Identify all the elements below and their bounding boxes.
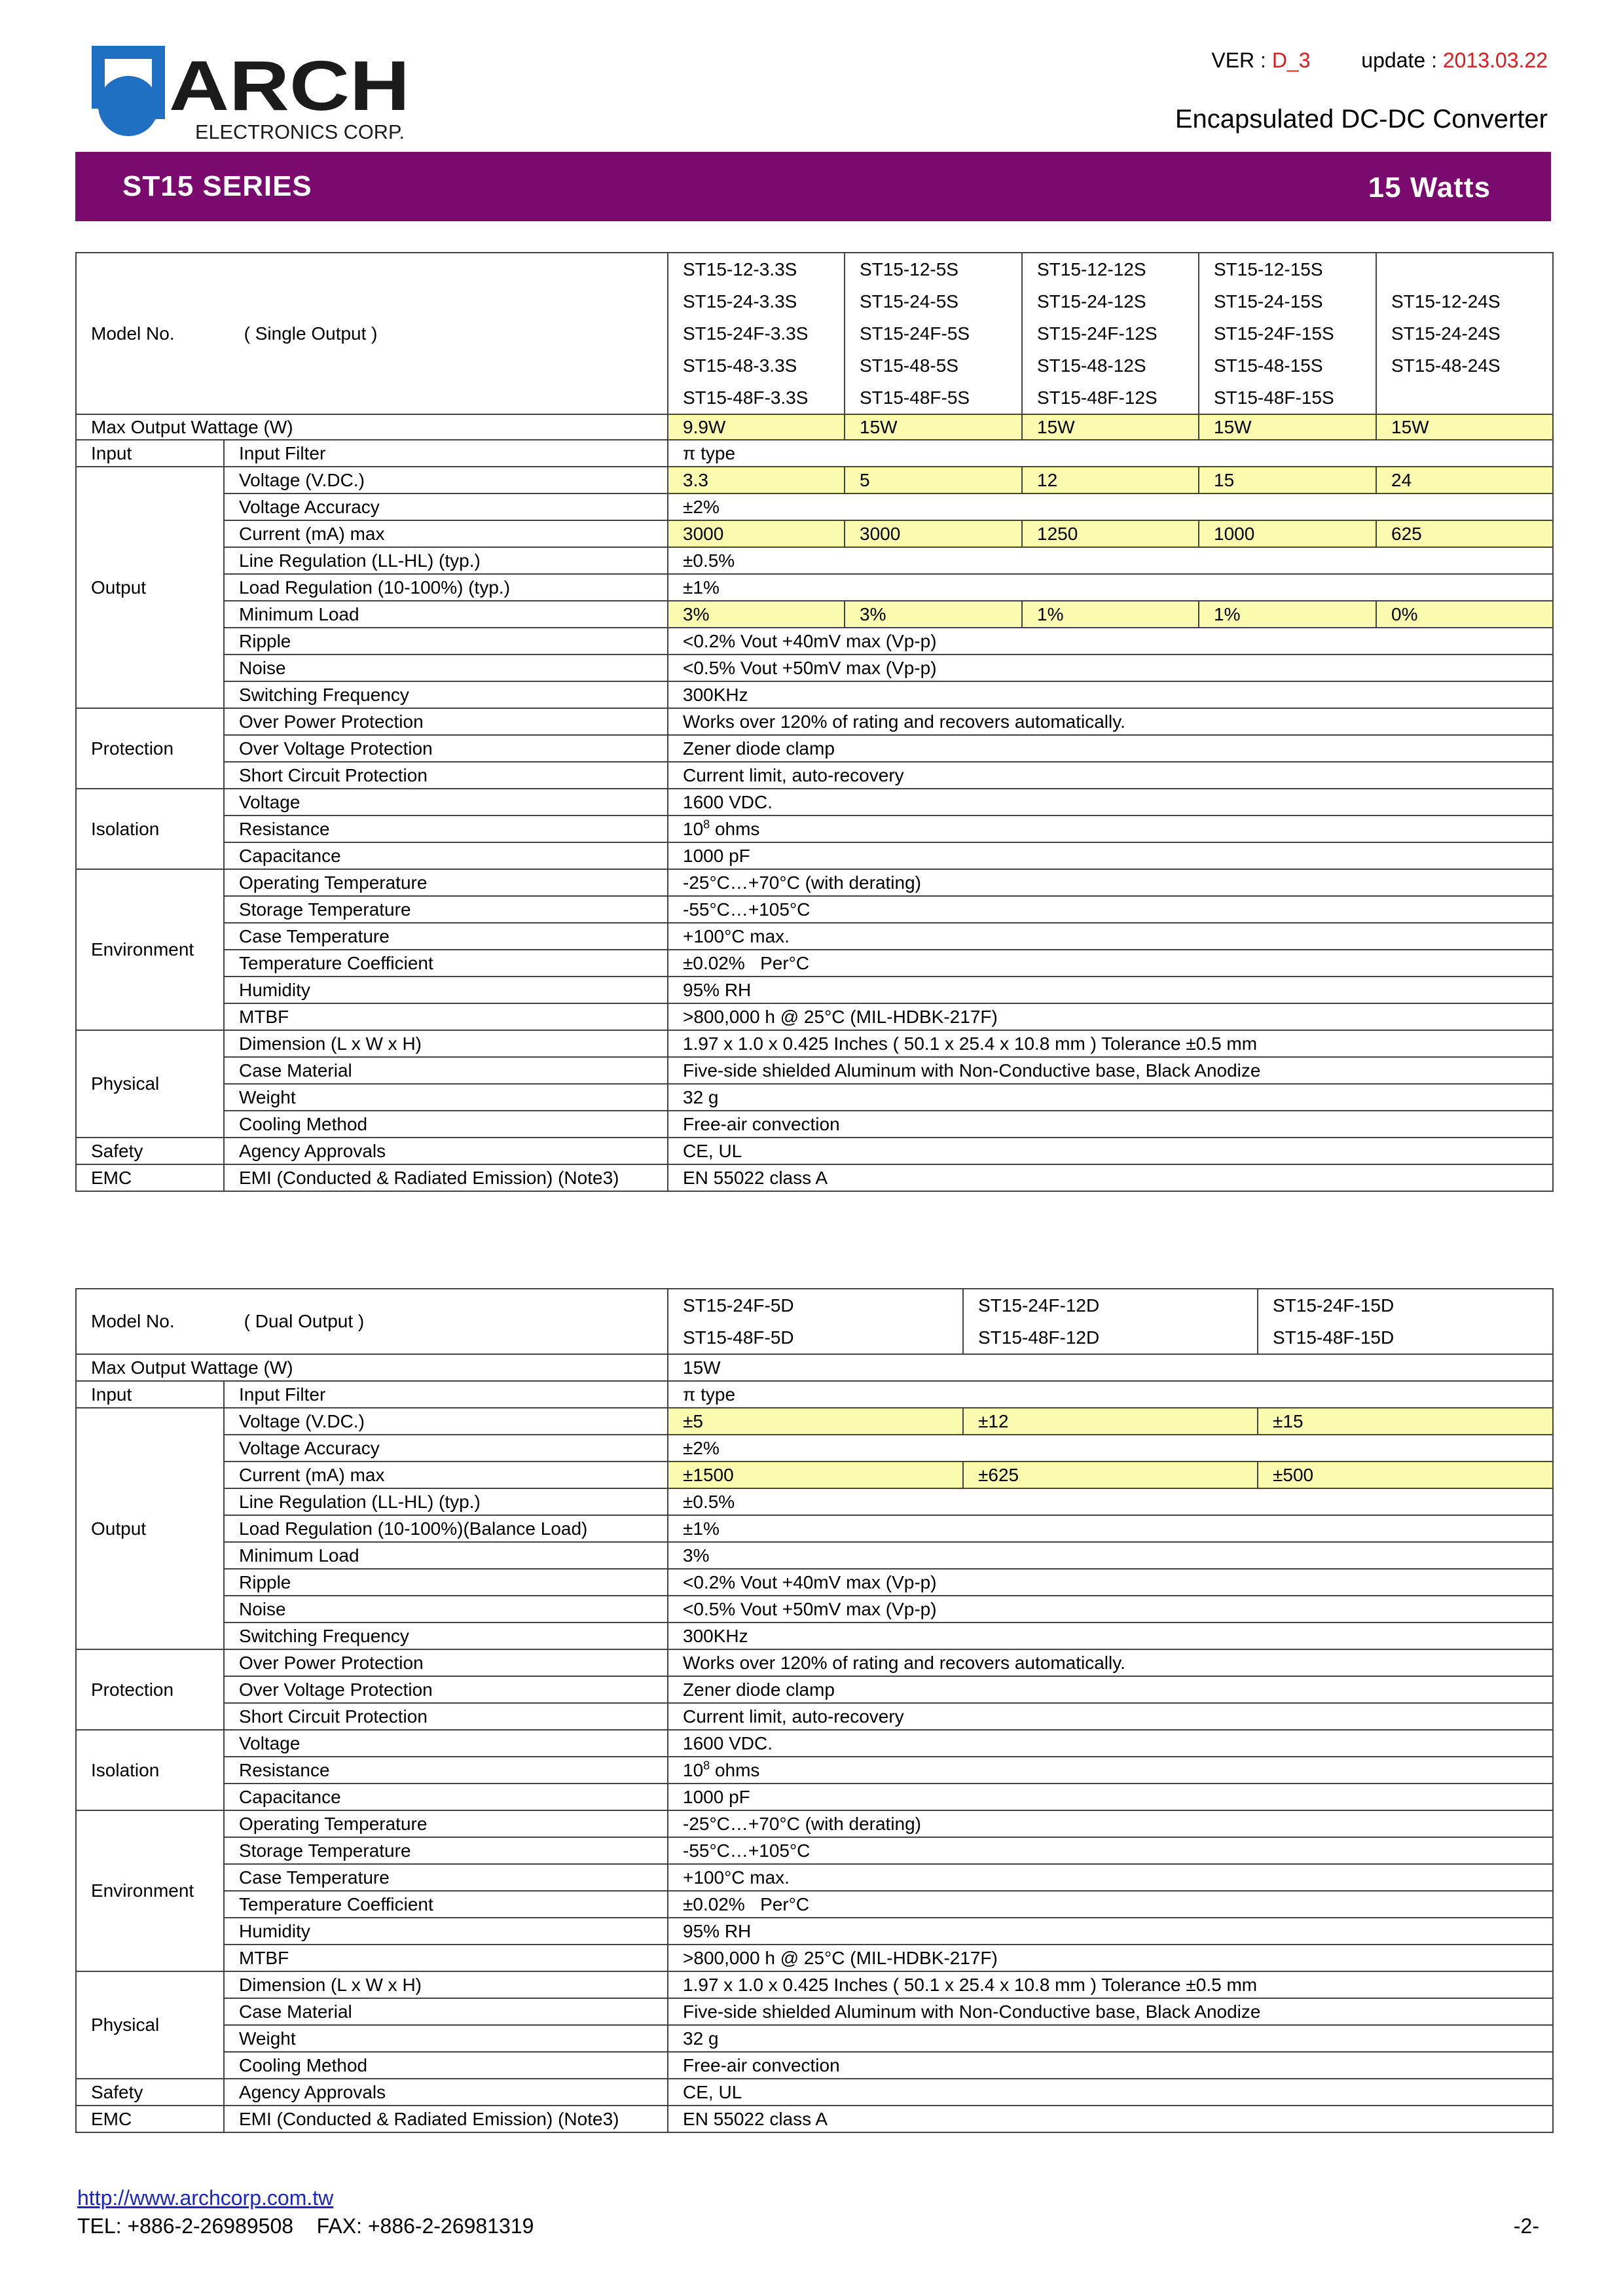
param-label: Minimum Load — [224, 1542, 668, 1569]
param-label: Switching Frequency — [224, 681, 668, 708]
value-cell: 5 — [845, 467, 1022, 493]
output-type: ( Single Output ) — [244, 323, 378, 344]
value-cell: 1250 — [1022, 520, 1199, 547]
value-cell: ±500 — [1258, 1462, 1553, 1488]
max-wattage-label: Max Output Wattage (W) — [76, 1354, 668, 1381]
param-label: Input Filter — [224, 440, 668, 467]
param-label: Voltage Accuracy — [224, 1435, 668, 1462]
param-label: Short Circuit Protection — [224, 762, 668, 789]
ver-value: D_3 — [1271, 48, 1311, 72]
value-cell: ±15 — [1258, 1408, 1553, 1435]
value-cell: 15W — [1022, 414, 1199, 440]
param-label: Humidity — [224, 977, 668, 1003]
param-label: Minimum Load — [224, 601, 668, 628]
value-cell: 3% — [668, 601, 845, 628]
param-label: MTBF — [224, 1003, 668, 1030]
value-cell: 15W — [845, 414, 1022, 440]
param-label: Dimension (L x W x H) — [224, 1971, 668, 1998]
group-label: Environment — [76, 869, 224, 1030]
model-list: ST15-12-24S ST15-24-24S ST15-48-24S — [1376, 253, 1553, 414]
param-label: Dimension (L x W x H) — [224, 1030, 668, 1057]
update-value: 2013.03.22 — [1442, 48, 1548, 72]
value-cell: 32 g — [668, 2025, 1553, 2052]
value-cell: $10^8$ ohms — [668, 1757, 1553, 1784]
param-label: Over Voltage Protection — [224, 735, 668, 762]
param-label: Agency Approvals — [224, 2079, 668, 2106]
value-cell: 300KHz — [668, 681, 1553, 708]
ver-label: VER : — [1211, 48, 1272, 72]
value-cell: Five-side shielded Aluminum with Non-Conductive base, Black Anodize — [668, 1057, 1553, 1084]
value-cell: ±1% — [668, 574, 1553, 601]
value-cell: Free-air convection — [668, 1111, 1553, 1138]
value-cell: 1000 pF — [668, 1784, 1553, 1810]
output-type: ( Dual Output ) — [244, 1311, 365, 1331]
model-list: ST15-24F-12D ST15-48F-12D — [963, 1289, 1258, 1354]
param-label: Voltage — [224, 1730, 668, 1757]
param-label: Weight — [224, 2025, 668, 2052]
value-cell: -25°C…+70°C (with derating) — [668, 869, 1553, 896]
value-cell: ±0.02% Per°C — [668, 950, 1553, 977]
value-cell: +100°C max. — [668, 923, 1553, 950]
param-label: Cooling Method — [224, 1111, 668, 1138]
param-label: Voltage (V.DC.) — [224, 1408, 668, 1435]
value-cell: ±0.5% — [668, 547, 1553, 574]
param-label: Ripple — [224, 1569, 668, 1596]
value-cell: CE, UL — [668, 2079, 1553, 2106]
param-label: Noise — [224, 655, 668, 681]
param-label: Over Power Protection — [224, 708, 668, 735]
param-label: Input Filter — [224, 1381, 668, 1408]
website-link[interactable]: http://www.archcorp.com.tw — [77, 2186, 334, 2210]
group-label: Input — [76, 440, 224, 467]
value-cell: ±1% — [668, 1515, 1553, 1542]
model-no-header: Model No. ( Single Output ) — [76, 253, 668, 414]
value-cell: >800,000 h @ 25°C (MIL-HDBK-217F) — [668, 1945, 1553, 1971]
group-label: EMC — [76, 2106, 224, 2132]
param-label: Over Power Protection — [224, 1649, 668, 1676]
value-cell: <0.2% Vout +40mV max (Vp-p) — [668, 1569, 1553, 1596]
group-label: Environment — [76, 1810, 224, 1971]
value-cell: 95% RH — [668, 977, 1553, 1003]
param-label: Capacitance — [224, 842, 668, 869]
group-label: Isolation — [76, 1730, 224, 1810]
param-label: Line Regulation (LL-HL) (typ.) — [224, 1488, 668, 1515]
value-cell: ±2% — [668, 493, 1553, 520]
param-label: Humidity — [224, 1918, 668, 1945]
param-label: Capacitance — [224, 1784, 668, 1810]
param-label: Case Material — [224, 1998, 668, 2025]
value-cell: 32 g — [668, 1084, 1553, 1111]
value-cell: 3.3 — [668, 467, 845, 493]
value-cell: ±2% — [668, 1435, 1553, 1462]
series-watts: 15 Watts — [1368, 171, 1491, 204]
value-cell: 15W — [1199, 414, 1376, 440]
value-cell: ±625 — [963, 1462, 1258, 1488]
group-label: EMC — [76, 1164, 224, 1191]
param-label: Switching Frequency — [224, 1623, 668, 1649]
group-label: Safety — [76, 1138, 224, 1164]
dual-output-spec-table — [75, 1288, 1554, 2133]
model-list: ST15-12-3.3S ST15-24-3.3S ST15-24F-3.3S ST15-48-3.3S ST15-48F-3.3S — [668, 253, 845, 414]
value-cell: ±12 — [963, 1408, 1258, 1435]
value-cell: Works over 120% of rating and recovers automatically. — [668, 708, 1553, 735]
param-label: Resistance — [224, 1757, 668, 1784]
logo-sub: ELECTRONICS CORP. — [195, 120, 405, 143]
value-cell: 3000 — [668, 520, 845, 547]
param-label: Load Regulation (10-100%)(Balance Load) — [224, 1515, 668, 1542]
group-label: Input — [76, 1381, 224, 1408]
value-cell: Five-side shielded Aluminum with Non-Conductive base, Black Anodize — [668, 1998, 1553, 2025]
param-label: Line Regulation (LL-HL) (typ.) — [224, 547, 668, 574]
param-label: Voltage — [224, 789, 668, 816]
model-list: ST15-24F-5D ST15-48F-5D — [668, 1289, 963, 1354]
value-cell: 24 — [1376, 467, 1553, 493]
value-cell: 1000 pF — [668, 842, 1553, 869]
value-cell: π type — [668, 440, 1553, 467]
param-label: Case Material — [224, 1057, 668, 1084]
value-cell: -25°C…+70°C (with derating) — [668, 1810, 1553, 1837]
group-label: Output — [76, 1408, 224, 1649]
value-cell: 1% — [1022, 601, 1199, 628]
value-cell: 1.97 x 1.0 x 0.425 Inches ( 50.1 x 25.4 x 10.8 mm ) Tolerance ±0.5 mm — [668, 1971, 1553, 1998]
param-label: Cooling Method — [224, 2052, 668, 2079]
group-label: Physical — [76, 1030, 224, 1138]
value-cell: $10^8$ ohms — [668, 816, 1553, 842]
value-cell: Free-air convection — [668, 2052, 1553, 2079]
value-cell: CE, UL — [668, 1138, 1553, 1164]
param-label: Temperature Coefficient — [224, 1891, 668, 1918]
value-cell: Current limit, auto-recovery — [668, 1703, 1553, 1730]
value-cell: 3000 — [845, 520, 1022, 547]
value-cell: 12 — [1022, 467, 1199, 493]
value-cell: Current limit, auto-recovery — [668, 762, 1553, 789]
value-cell: Zener diode clamp — [668, 1676, 1553, 1703]
param-label: MTBF — [224, 1945, 668, 1971]
value-cell: ±0.02% Per°C — [668, 1891, 1553, 1918]
value-cell: -55°C…+105°C — [668, 896, 1553, 923]
value-cell: 1600 VDC. — [668, 789, 1553, 816]
value-cell: ±5 — [668, 1408, 963, 1435]
value-cell: -55°C…+105°C — [668, 1837, 1553, 1864]
value-cell: Works over 120% of rating and recovers automatically. — [668, 1649, 1553, 1676]
param-label: Storage Temperature — [224, 1837, 668, 1864]
series-title: ST15 SERIES — [122, 170, 312, 202]
model-list: ST15-12-12S ST15-24-12S ST15-24F-12S ST15-48-12S ST15-48F-12S — [1022, 253, 1199, 414]
model-list: ST15-24F-15D ST15-48F-15D — [1258, 1289, 1553, 1354]
version-line — [1211, 48, 1548, 73]
value-cell: <0.2% Vout +40mV max (Vp-p) — [668, 628, 1553, 655]
arch-logo — [89, 41, 416, 145]
contact-line: TEL: +886-2-26989508 FAX: +886-2-26981319 — [77, 2214, 534, 2238]
value-cell: 3% — [668, 1542, 1553, 1569]
value-cell: 15 — [1199, 467, 1376, 493]
value-cell: 15W — [1376, 414, 1553, 440]
page-number: -2- — [1513, 2214, 1539, 2238]
param-label: Current (mA) max — [224, 520, 668, 547]
param-label: EMI (Conducted & Radiated Emission) (Note3) — [224, 1164, 668, 1191]
group-label: Isolation — [76, 789, 224, 869]
value-cell: <0.5% Vout +50mV max (Vp-p) — [668, 1596, 1553, 1623]
param-label: Agency Approvals — [224, 1138, 668, 1164]
value-cell: π type — [668, 1381, 1553, 1408]
doc-subtitle: Encapsulated DC-DC Converter — [1175, 105, 1548, 134]
param-label: Short Circuit Protection — [224, 1703, 668, 1730]
value-cell: 95% RH — [668, 1918, 1553, 1945]
group-label: Protection — [76, 1649, 224, 1730]
param-label: Voltage (V.DC.) — [224, 467, 668, 493]
param-label: Over Voltage Protection — [224, 1676, 668, 1703]
value-cell: 1600 VDC. — [668, 1730, 1553, 1757]
value-cell: 1000 — [1199, 520, 1376, 547]
param-label: Noise — [224, 1596, 668, 1623]
param-label: Case Temperature — [224, 1864, 668, 1891]
group-label: Output — [76, 467, 224, 708]
value-cell: 625 — [1376, 520, 1553, 547]
param-label: Case Temperature — [224, 923, 668, 950]
value-cell: 300KHz — [668, 1623, 1553, 1649]
value-cell: 0% — [1376, 601, 1553, 628]
value-cell: 9.9W — [668, 414, 845, 440]
value-cell: EN 55022 class A — [668, 1164, 1553, 1191]
group-label: Protection — [76, 708, 224, 789]
value-cell: Zener diode clamp — [668, 735, 1553, 762]
group-label: Safety — [76, 2079, 224, 2106]
param-label: Weight — [224, 1084, 668, 1111]
value-cell: 15W — [668, 1354, 1553, 1381]
param-label: Operating Temperature — [224, 1810, 668, 1837]
param-label: Load Regulation (10-100%) (typ.) — [224, 574, 668, 601]
value-cell: >800,000 h @ 25°C (MIL-HDBK-217F) — [668, 1003, 1553, 1030]
value-cell: +100°C max. — [668, 1864, 1553, 1891]
value-cell: ±1500 — [668, 1462, 963, 1488]
param-label: Voltage Accuracy — [224, 493, 668, 520]
value-cell: EN 55022 class A — [668, 2106, 1553, 2132]
value-cell: ±0.5% — [668, 1488, 1553, 1515]
param-label: Operating Temperature — [224, 869, 668, 896]
model-no-header: Model No. ( Dual Output ) — [76, 1289, 668, 1354]
update-label: update : — [1361, 48, 1443, 72]
param-label: Ripple — [224, 628, 668, 655]
model-list: ST15-12-15S ST15-24-15S ST15-24F-15S ST15-48-15S ST15-48F-15S — [1199, 253, 1376, 414]
max-wattage-label: Max Output Wattage (W) — [76, 414, 668, 440]
param-label: EMI (Conducted & Radiated Emission) (Note3) — [224, 2106, 668, 2132]
value-cell: 1.97 x 1.0 x 0.425 Inches ( 50.1 x 25.4 x 10.8 mm ) Tolerance ±0.5 mm — [668, 1030, 1553, 1057]
value-cell: <0.5% Vout +50mV max (Vp-p) — [668, 655, 1553, 681]
value-cell: 3% — [845, 601, 1022, 628]
param-label: Temperature Coefficient — [224, 950, 668, 977]
logo-name: ARCH — [169, 46, 410, 125]
param-label: Current (mA) max — [224, 1462, 668, 1488]
group-label: Physical — [76, 1971, 224, 2079]
series-banner — [75, 152, 1551, 221]
param-label: Storage Temperature — [224, 896, 668, 923]
model-list: ST15-12-5S ST15-24-5S ST15-24F-5S ST15-48-5S ST15-48F-5S — [845, 253, 1022, 414]
single-output-spec-table — [75, 252, 1554, 1192]
value-cell: 1% — [1199, 601, 1376, 628]
param-label: Resistance — [224, 816, 668, 842]
